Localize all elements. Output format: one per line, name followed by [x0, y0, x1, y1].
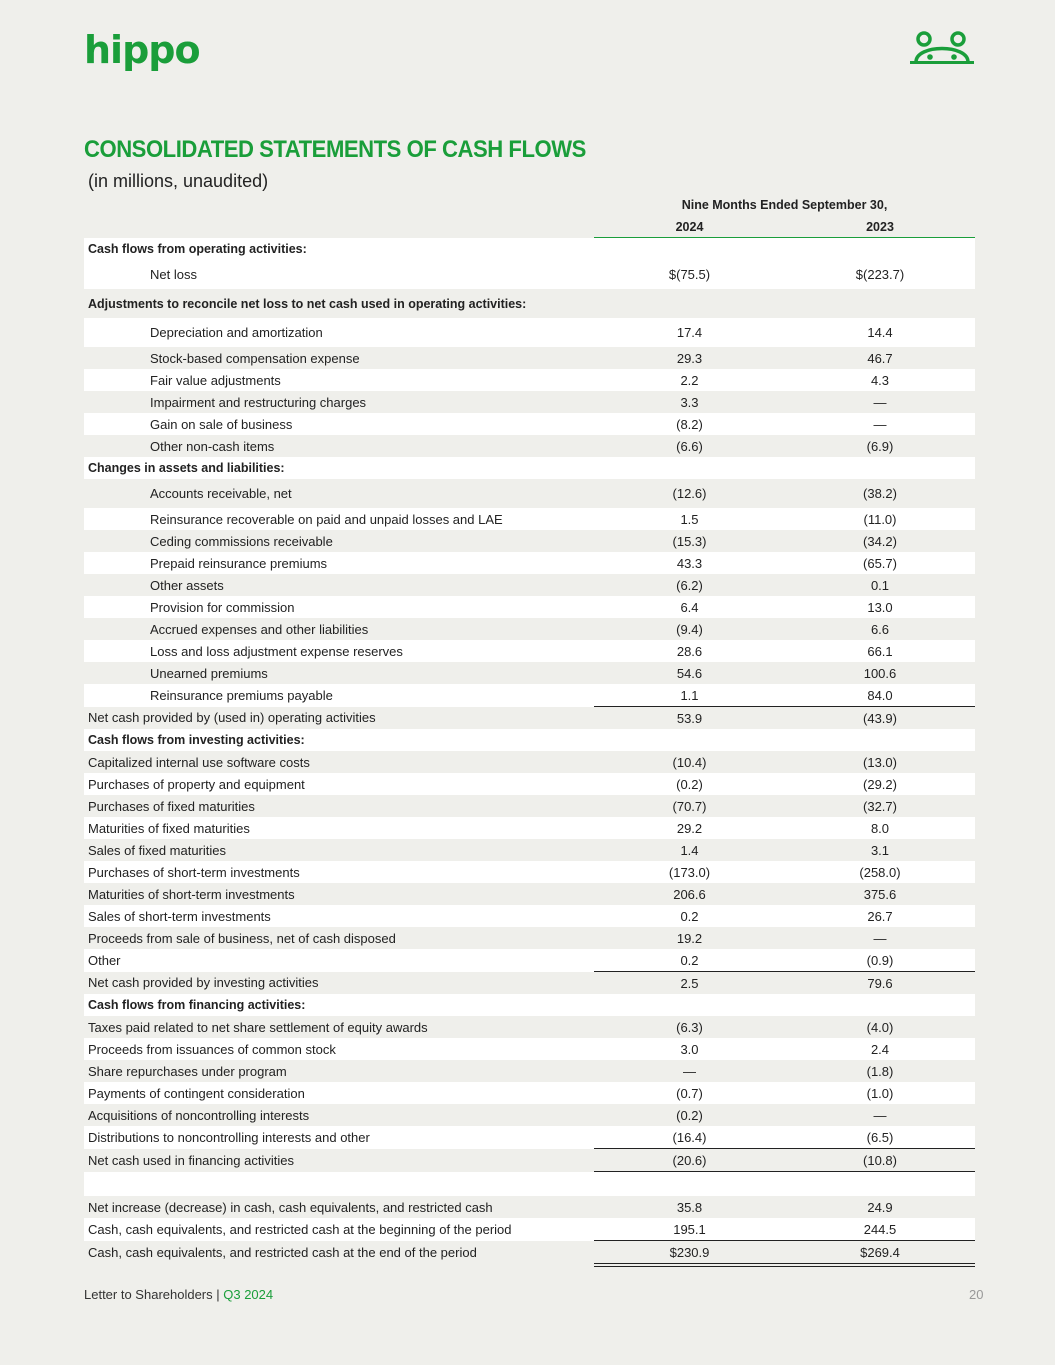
row-label: Cash, cash equivalents, and restricted cash at the beginning of the period	[84, 1218, 594, 1241]
subtotal-row	[84, 972, 975, 995]
row-label: Taxes paid related to net share settlement of equity awards	[88, 1019, 428, 1035]
footer	[84, 1287, 273, 1302]
value-2024: (0.2)	[594, 773, 785, 795]
year-header-row	[84, 217, 975, 238]
row-label: Other assets	[150, 577, 224, 593]
row-label: Net cash provided by (used in) operating activities	[88, 710, 376, 726]
table-row	[84, 1196, 975, 1218]
value-2024: (15.3)	[672, 533, 707, 549]
value-2024: 2.5	[680, 975, 699, 991]
value-2024	[594, 994, 785, 1016]
value-2024: (6.3)	[676, 1019, 703, 1035]
table-row	[84, 883, 975, 905]
subtotal-row	[84, 707, 975, 730]
value-2024: 195.1	[594, 1218, 785, 1241]
row-label: Acquisitions of noncontrolling interests	[88, 1107, 310, 1123]
table-row	[84, 905, 975, 927]
value-2024: (173.0)	[594, 861, 785, 883]
table-row	[84, 773, 975, 795]
total-row	[84, 1241, 975, 1266]
table-row	[84, 530, 975, 552]
row-label: Capitalized internal use software costs	[88, 754, 310, 770]
value-2023: (258.0)	[785, 861, 975, 883]
table-row	[84, 1218, 975, 1241]
row-label: Accounts receivable, net	[150, 486, 292, 501]
row-label: Maturities of short-term investments	[88, 886, 295, 902]
value-2023: 14.4	[785, 318, 975, 347]
row-label: Other	[84, 949, 594, 972]
value-2023: 375.6	[863, 886, 897, 902]
value-2024	[594, 238, 785, 261]
table-row	[84, 289, 975, 318]
table-row	[84, 457, 975, 479]
row-label: Adjustments to reconcile net loss to net cash used in operating activities:	[88, 296, 527, 311]
cash-flow-table	[84, 193, 975, 1267]
value-2024: (16.4)	[594, 1126, 785, 1149]
value-2023: 46.7	[867, 350, 893, 366]
row-label: Proceeds from sale of business, net of cash disposed	[88, 930, 396, 946]
row-label: Maturities of fixed maturities	[84, 817, 594, 839]
value-2023: $269.4	[785, 1241, 975, 1266]
row-label: Ceding commissions receivable	[150, 533, 333, 549]
value-2024: (0.2)	[676, 1107, 703, 1123]
value-2024: 3.0	[594, 1038, 785, 1060]
table-row	[84, 238, 975, 261]
value-2024: (6.2)	[676, 577, 703, 593]
value-2024: (9.4)	[676, 621, 703, 637]
table-row	[84, 861, 975, 883]
value-2023: 24.9	[867, 1199, 893, 1215]
subtotal-row	[84, 1149, 975, 1172]
row-label: Net increase (decrease) in cash, cash equivalents, and restricted cash	[88, 1199, 493, 1215]
value-2023: 244.5	[785, 1218, 975, 1241]
table-row	[84, 508, 975, 530]
value-2023: (32.7)	[863, 798, 897, 814]
table-row	[84, 1082, 975, 1104]
value-2023: 79.6	[867, 975, 893, 991]
value-2024: 206.6	[673, 886, 706, 902]
value-2024: $(75.5)	[594, 260, 785, 289]
year-2023-header: 2023	[785, 217, 975, 238]
row-label: Unearned premiums	[150, 665, 268, 681]
value-2023	[785, 994, 975, 1016]
value-2024: 43.3	[594, 552, 785, 574]
table-row	[84, 479, 975, 508]
table-row	[84, 369, 975, 391]
value-2024: $230.9	[594, 1241, 785, 1266]
table-row	[84, 640, 975, 662]
row-label: Prepaid reinsurance premiums	[84, 552, 594, 574]
table-row	[84, 729, 975, 751]
table-row	[84, 1016, 975, 1038]
value-2023	[785, 457, 975, 479]
table-row	[84, 391, 975, 413]
value-2023: (29.2)	[785, 773, 975, 795]
table-row	[84, 618, 975, 640]
value-2023: 26.7	[785, 905, 975, 927]
table-row	[84, 994, 975, 1016]
value-2023: $(223.7)	[785, 260, 975, 289]
row-label: Changes in assets and liabilities:	[84, 457, 594, 479]
year-2024-header: 2024	[594, 217, 785, 238]
value-2023: 8.0	[785, 817, 975, 839]
value-2023: (0.9)	[785, 949, 975, 972]
value-2023: 0.1	[870, 577, 890, 593]
spacer-row	[84, 1172, 975, 1197]
row-label: Sales of short-term investments	[84, 905, 594, 927]
row-label: Fair value adjustments	[84, 369, 594, 391]
footer-quarter: Q3 2024	[223, 1287, 274, 1302]
value-2023: 6.6	[870, 621, 890, 637]
table-row	[84, 318, 975, 347]
table-row	[84, 684, 975, 707]
value-2024: (12.6)	[672, 486, 707, 501]
row-label: Cash flows from operating activities:	[84, 238, 594, 261]
table-row	[84, 1038, 975, 1060]
table-row	[84, 574, 975, 596]
value-2023: (43.9)	[863, 710, 897, 726]
value-2023: —	[873, 1107, 887, 1123]
value-2024	[594, 289, 785, 318]
row-label: Reinsurance recoverable on paid and unpaid losses and LAE	[84, 508, 594, 530]
value-2024: 17.4	[594, 318, 785, 347]
row-label: Net cash used in financing activities	[88, 1152, 294, 1168]
value-2023: (34.2)	[863, 533, 897, 549]
value-2024: (10.4)	[672, 754, 707, 770]
value-2023: 84.0	[785, 684, 975, 707]
table-row	[84, 1104, 975, 1126]
table-row	[84, 927, 975, 949]
value-2024: —	[683, 1063, 696, 1079]
table-row	[84, 817, 975, 839]
value-2024: (0.7)	[594, 1082, 785, 1104]
value-2024: 2.2	[594, 369, 785, 391]
value-2024: 0.2	[594, 949, 785, 972]
row-label: Impairment and restructuring charges	[150, 394, 367, 410]
row-label: Provision for commission	[84, 596, 594, 618]
row-label: Purchases of property and equipment	[84, 773, 594, 795]
value-2023: —	[873, 930, 887, 946]
row-label: Loss and loss adjustment expense reserves	[84, 640, 594, 662]
row-label: Sales of fixed maturities	[88, 842, 227, 858]
value-2023: (10.8)	[785, 1149, 975, 1172]
row-label: Other non-cash items	[150, 438, 275, 454]
row-label: Purchases of short-term investments	[84, 861, 594, 883]
value-2024: 1.5	[594, 508, 785, 530]
row-label: Net loss	[84, 260, 594, 289]
table-row	[84, 552, 975, 574]
value-2023: —	[785, 413, 975, 435]
row-label: Cash flows from financing activities:	[84, 994, 594, 1016]
table-row	[84, 662, 975, 684]
table-row	[84, 795, 975, 817]
table-row	[84, 1126, 975, 1149]
value-2023: 2.4	[785, 1038, 975, 1060]
table-row	[84, 751, 975, 773]
value-2023: 100.6	[863, 665, 897, 681]
value-2023: (1.8)	[866, 1063, 894, 1079]
row-label: Cash flows from investing activities:	[84, 729, 594, 751]
value-2023: 3.1	[870, 842, 890, 858]
value-2024	[594, 729, 785, 751]
value-2024: 6.4	[594, 596, 785, 618]
value-2023: (65.7)	[785, 552, 975, 574]
page-subtitle: (in millions, unaudited)	[88, 171, 269, 191]
value-2024: (70.7)	[672, 798, 707, 814]
value-2024: 29.3	[676, 350, 703, 366]
value-2023: —	[873, 394, 887, 410]
row-label: Gain on sale of business	[84, 413, 594, 435]
value-2023: (11.0)	[785, 508, 975, 530]
value-2024: 35.8	[676, 1199, 703, 1215]
row-label: Proceeds from issuances of common stock	[84, 1038, 594, 1060]
value-2023: (6.5)	[785, 1126, 975, 1149]
value-2023: 66.1	[785, 640, 975, 662]
value-2023: (1.0)	[785, 1082, 975, 1104]
value-2023: 4.3	[785, 369, 975, 391]
table-row	[84, 435, 975, 457]
page-number: 20	[969, 1287, 984, 1302]
row-label: Depreciation and amortization	[84, 318, 594, 347]
value-2023: (38.2)	[863, 486, 897, 501]
table-row	[84, 413, 975, 435]
value-2024: 1.1	[594, 684, 785, 707]
row-label: Accrued expenses and other liabilities	[150, 621, 369, 637]
value-2024: 28.6	[594, 640, 785, 662]
hippo-logo: hippo	[84, 28, 200, 72]
row-label: Distributions to noncontrolling interests and other	[84, 1126, 594, 1149]
row-label: Cash, cash equivalents, and restricted cash at the end of the period	[88, 1245, 477, 1261]
row-label: Payments of contingent consideration	[84, 1082, 594, 1104]
value-2024: 3.3	[680, 394, 699, 410]
table-row	[84, 347, 975, 369]
value-2024	[594, 457, 785, 479]
value-2023	[785, 729, 975, 751]
value-2024: 53.9	[676, 710, 703, 726]
page-title: CONSOLIDATED STATEMENTS OF CASH FLOWS	[84, 136, 586, 163]
value-2024: 19.2	[676, 930, 703, 946]
value-2023: (6.9)	[866, 438, 894, 454]
value-2024: 29.2	[594, 817, 785, 839]
row-label: Share repurchases under program	[88, 1063, 287, 1079]
value-2023: (13.0)	[863, 754, 897, 770]
value-2024: 1.4	[680, 842, 699, 858]
value-2024: (6.6)	[676, 438, 703, 454]
row-label: Purchases of fixed maturities	[88, 798, 255, 814]
footer-text: Letter to Shareholders |	[84, 1287, 224, 1302]
value-2024: (8.2)	[594, 413, 785, 435]
value-2023: (4.0)	[866, 1019, 894, 1035]
row-label: Net cash provided by investing activities	[88, 975, 319, 991]
value-2023	[785, 238, 975, 261]
table-row	[84, 260, 975, 289]
table-row	[84, 596, 975, 618]
value-2023	[785, 289, 975, 318]
value-2024: 54.6	[676, 665, 703, 681]
row-label: Stock-based compensation expense	[150, 350, 360, 366]
row-label: Reinsurance premiums payable	[84, 684, 594, 707]
table-row	[84, 949, 975, 972]
value-2024: 0.2	[594, 905, 785, 927]
period-header-row	[84, 193, 975, 217]
period-header: Nine Months Ended September 30,	[681, 198, 888, 212]
hippo-mascot-icon	[908, 30, 976, 66]
value-2023: 13.0	[785, 596, 975, 618]
value-2024: (20.6)	[594, 1149, 785, 1172]
table-row	[84, 839, 975, 861]
table-row	[84, 1060, 975, 1082]
